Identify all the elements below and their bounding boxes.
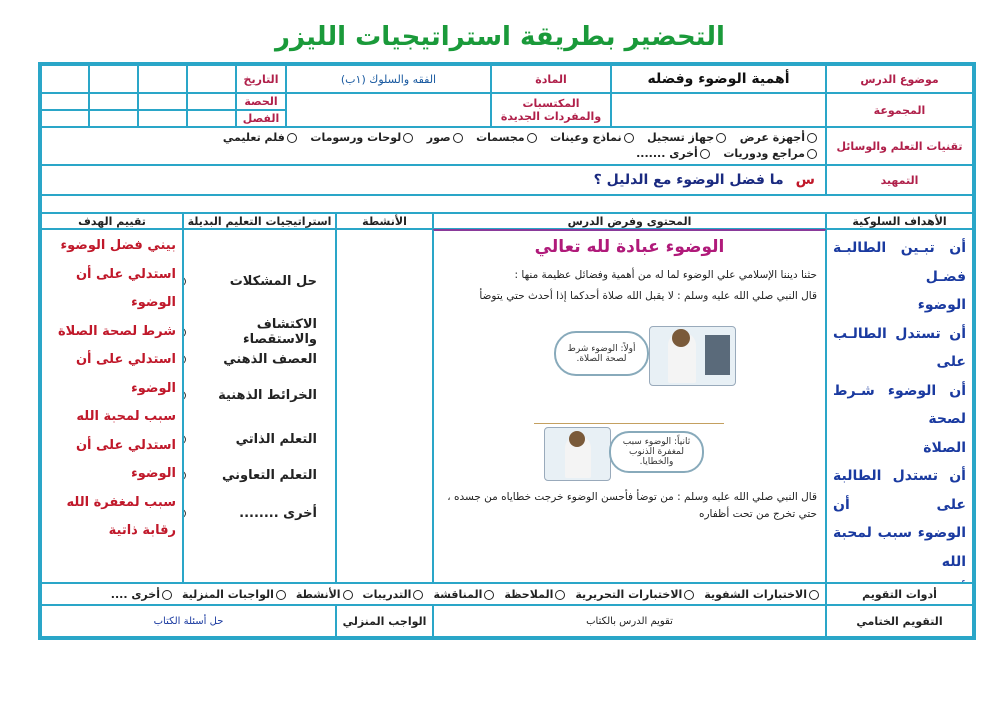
- col-evaluation-header: تقييم الهدف: [41, 213, 183, 229]
- activities-column: [336, 229, 433, 583]
- date-cell[interactable]: [138, 65, 187, 93]
- col-goals-header: الأهداف السلوكية: [826, 213, 973, 229]
- goal-line: أن الوضوء شـرط لصحة: [833, 382, 966, 427]
- goal-line: أن تبـين الطالبـة فضـل: [833, 240, 966, 285]
- date-cell[interactable]: [41, 65, 89, 93]
- tools-option[interactable]: لوحات ورسومات: [310, 131, 413, 144]
- page-title: التحضير بطريقة استراتيجيات الليزر: [275, 22, 725, 52]
- assessment-option[interactable]: الاختبارات التحريرية: [575, 588, 694, 601]
- tools-option[interactable]: فلم تعليمي: [223, 131, 297, 144]
- divider: [534, 423, 724, 424]
- goal-line: أن تستدل الطالـب على: [833, 325, 966, 370]
- strategy-item[interactable]: التعلم التعاوني: [183, 468, 317, 483]
- goal-line: الوضوء سبب لمحبة الله: [833, 525, 966, 570]
- assessment-label: أدوات التقويم: [826, 583, 973, 605]
- assessment-option[interactable]: الواجبات المنزلية: [182, 588, 286, 601]
- assessment-options: [41, 583, 826, 605]
- assessment-option[interactable]: أخرى ....: [111, 588, 172, 601]
- boy-washing-image: [649, 326, 736, 386]
- period-label: الحصة: [236, 93, 286, 110]
- class-cell[interactable]: [187, 110, 236, 127]
- vocab-value[interactable]: [286, 93, 491, 127]
- date-cell[interactable]: [89, 65, 138, 93]
- goal-line: [833, 576, 966, 583]
- strategy-item[interactable]: العصف الذهني: [183, 352, 317, 367]
- evaluation-column: [41, 229, 183, 583]
- evaluation-line: سبب لمحبة الله: [76, 409, 176, 424]
- tools-option[interactable]: أخرى .......: [636, 147, 710, 160]
- evaluation-line: استدلي على أن الوضوء: [75, 437, 176, 481]
- evaluation-line: بيني فضل الوضوء: [60, 238, 176, 253]
- assessment-option[interactable]: الأنشطة: [296, 588, 353, 601]
- tools-option[interactable]: مراجع ودوريات: [723, 147, 817, 160]
- group-label: المجموعة: [826, 93, 973, 127]
- topic-label: موضوع الدرس: [826, 65, 973, 93]
- goals-column: [826, 229, 973, 583]
- final-eval-value: تقويم الدرس بالكتاب: [433, 605, 826, 637]
- assessment-option[interactable]: المناقشة: [433, 588, 494, 601]
- lesson-plan-table: [38, 62, 976, 640]
- goal-line: أن تستدل الطالبة على أن: [833, 468, 966, 513]
- content-hadith-1: قال النبي صلي الله عليه وسلم : لا يقبل الله صلاة أحدكما إذا أحدث حتي يتوضأ: [479, 290, 817, 302]
- content-heading: الوضوء عبادة لله تعالي: [534, 237, 725, 257]
- speech-bubble-2: ثانياً: الوضوء سبب لمغفرة الذنوب والخطايا.: [609, 431, 704, 473]
- class-cell[interactable]: [138, 110, 187, 127]
- evaluation-line: شرط لصحة الصلاة: [57, 323, 176, 339]
- subject-label: المادة: [491, 65, 611, 93]
- period-cell[interactable]: [41, 93, 89, 110]
- evaluation-line: استدلي على أن الوضوء: [75, 266, 176, 310]
- tools-option[interactable]: أجهزة عرض: [740, 131, 817, 144]
- final-eval-label: التقويم الختامي: [826, 605, 973, 637]
- tools-option[interactable]: جهاز تسجيل: [647, 131, 726, 144]
- col-strategies-header: استراتيجيات التعليم البديلة: [183, 213, 336, 229]
- class-cell[interactable]: [41, 110, 89, 127]
- strategy-item[interactable]: حل المشكلات: [183, 274, 317, 289]
- strategy-item[interactable]: الاكتشاف والاستقصاء: [183, 317, 317, 347]
- strategy-item[interactable]: أخرى ........: [183, 506, 317, 521]
- goal-line: الصلاة: [923, 439, 966, 456]
- tools-option[interactable]: نماذج وعينات: [550, 131, 634, 144]
- homework-label: الواجب المنزلي: [336, 605, 433, 637]
- spacer-row: [41, 195, 973, 213]
- class-label: الفصل: [236, 110, 286, 127]
- strategy-item[interactable]: التعلم الذاتي: [183, 432, 317, 447]
- evaluation-line: استدلي على أن الوضوء: [75, 352, 176, 396]
- col-activities-header: الأنشطة: [336, 213, 433, 229]
- period-cell[interactable]: [138, 93, 187, 110]
- assessment-option[interactable]: الاختبارات الشفوية: [704, 588, 819, 601]
- intro-question: [41, 165, 826, 195]
- assessment-option[interactable]: التدريبات: [363, 588, 424, 601]
- vocab-label: المكتسبات والمفردات الجديدة: [491, 93, 611, 127]
- class-cell[interactable]: [89, 110, 138, 127]
- content-hadith-2: قال النبي صلي الله عليه وسلم : من توضأ فأحسن الوضوء خرجت خطاياه من جسده ، حتي تخرج من تحت أظفاره: [447, 491, 817, 520]
- homework-value: حل أسئلة الكتاب: [41, 605, 336, 637]
- evaluation-line: سبب لمغفرة الله: [66, 494, 176, 510]
- subject-value: الفقه والسلوك (١ب): [286, 65, 491, 93]
- topic-value: أهمية الوضوء وفضله: [611, 65, 826, 93]
- content-column: [433, 229, 826, 583]
- group-value[interactable]: [611, 93, 826, 127]
- col-content-header: المحتوى وفرض الدرس: [433, 213, 826, 229]
- boy-washing-image-2: [544, 427, 611, 481]
- speech-bubble-1: أولاً: الوضوء شرط لصحة الصلاة.: [554, 331, 649, 376]
- tools-option[interactable]: مجسمات: [476, 131, 537, 144]
- question-prefix: س: [795, 172, 815, 188]
- goal-line: الوضوء: [917, 297, 966, 313]
- tools-options: [41, 127, 826, 165]
- date-label: التاريخ: [236, 65, 286, 93]
- tools-option[interactable]: صور: [427, 131, 463, 144]
- period-cell[interactable]: [89, 93, 138, 110]
- strategies-column: [183, 229, 336, 583]
- content-intro: حثنا ديننا الإسلامي علي الوضوء لما له من أهمية وفضائل عظيمة منها :: [514, 269, 817, 281]
- tools-label: تقنيات التعلم والوسائل: [826, 127, 973, 165]
- question-text: ما فضل الوضوء مع الدليل ؟: [593, 172, 784, 188]
- evaluation-line: رقابة ذاتية: [108, 523, 176, 538]
- strategy-item[interactable]: الخرائط الذهنية: [183, 388, 317, 403]
- intro-label: التمهيد: [826, 165, 973, 195]
- date-cell[interactable]: [187, 65, 236, 93]
- period-cell[interactable]: [187, 93, 236, 110]
- assessment-option[interactable]: الملاحظة: [504, 588, 565, 601]
